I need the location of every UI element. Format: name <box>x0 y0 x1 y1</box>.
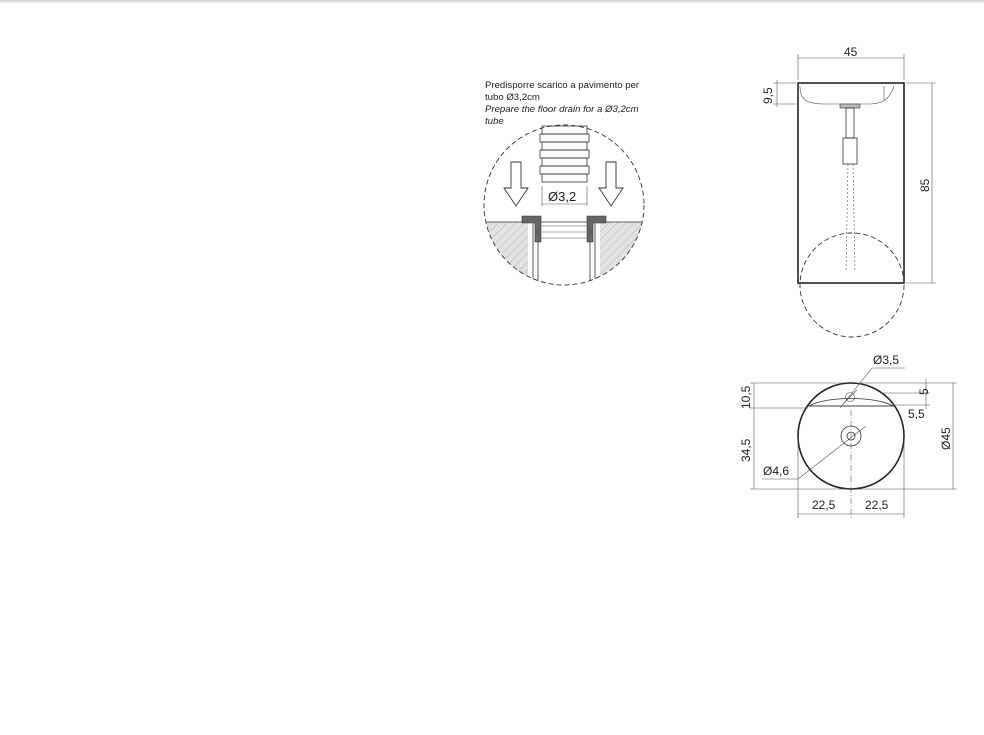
washbasin-body <box>798 83 904 283</box>
drain-diameter-label: Ø4,6 <box>763 464 790 478</box>
back-offset-label: 10,5 <box>739 385 753 409</box>
height-label: 85 <box>918 178 932 192</box>
side-callout-circle <box>800 233 904 337</box>
note-italian-line1: Predisporre scarico a pavimento per <box>485 80 640 91</box>
overflow-diameter-label: Ø3,5 <box>873 353 900 367</box>
note-italian-line2: tubo Ø3,2cm <box>485 92 540 103</box>
floor-drain-detail <box>480 125 650 292</box>
note-english-line2: tube <box>485 116 504 127</box>
drain-offset-label: 34,5 <box>739 438 753 462</box>
left-down-arrow <box>504 162 528 206</box>
side-view <box>761 45 936 337</box>
rim-offset-label: 5 <box>917 388 931 395</box>
pipe-diameter-label: Ø3,2 <box>548 189 577 204</box>
half-width-right-label: 22,5 <box>865 498 889 512</box>
right-down-arrow <box>599 162 623 206</box>
ribbed-tube <box>540 126 589 182</box>
rim-depth-label: 5,5 <box>908 407 925 421</box>
note-english-line1: Prepare the floor drain for a Ø3,2cm <box>485 104 639 115</box>
side-width-label: 45 <box>844 45 858 59</box>
top-view <box>739 353 957 518</box>
half-width-left-label: 22,5 <box>812 498 836 512</box>
top-diameter-label: Ø45 <box>939 427 953 450</box>
bowl-depth-label: 9,5 <box>761 87 775 104</box>
